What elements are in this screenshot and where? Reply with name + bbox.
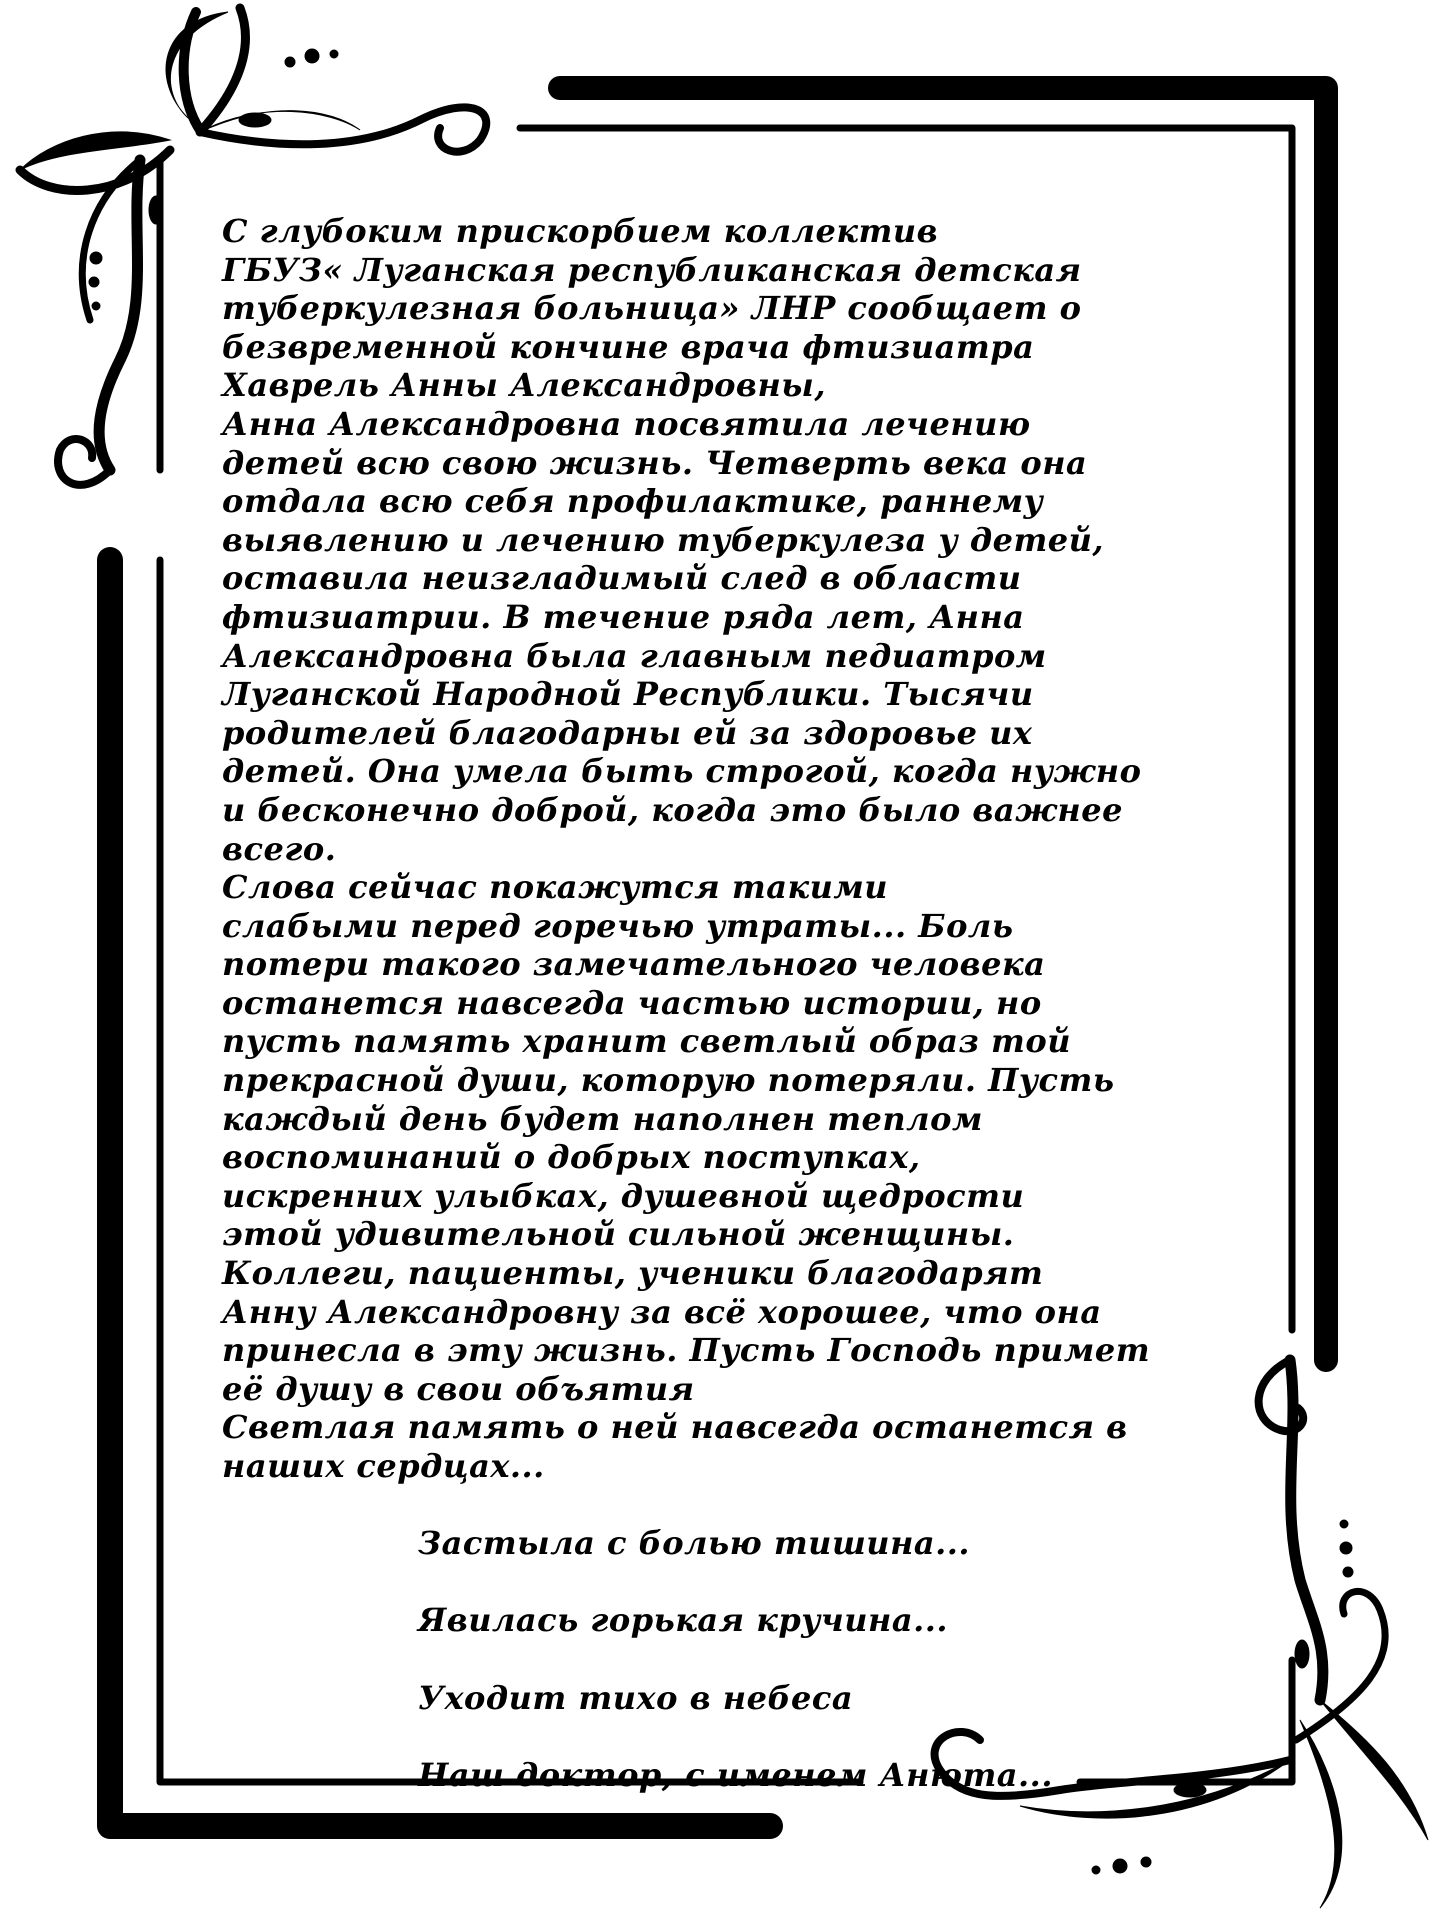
memorial-poem [418,1486,1242,1833]
obituary-memory-paragraph: Светлая память о ней навсегда останется в наших сердцах... [222,1408,1128,1485]
obituary-career-paragraph: Анна Александровна посвятила лечению детей всю свою жизнь. Четверть века она отдала всю себя профилактике, раннему выявлению и лечению туберкулеза у детей, оставила неизгладимый след в области фтизиатрии. В течение ряда лет, Анна Александровна была главным педиатром Луганской Народной Республики. Тысячи родителей благодарны ей за здоровье их детей. Она умела быть строгой, когда нужно и бесконечно доброй, когда это было важнее всего. [222,404,1142,868]
obituary-gratitude-paragraph: Коллеги, пациенты, ученики благодарят Анну Александровну за всё хорошее, что она принесла в эту жизнь. Пусть Господь примет её душу в свои объятия [222,1254,1151,1408]
poem-line: Наш доктор, с именем Анюта... [418,1755,1053,1794]
poem-line: Застыла с болью тишина... [418,1524,971,1563]
poem-line: Уходит тихо в небеса [418,1678,854,1717]
obituary-intro-paragraph: С глубоким прискорбием коллектив ГБУЗ« Луганская республиканская детская туберкулезная больница» ЛНР сообщает о безвременной кончине врача фтизиатра Хаврель Анны Александровны, [222,212,1082,405]
obituary-condolence-paragraph: Слова сейчас покажутся такими слабыми перед горечью утраты... Боль потери такого замечательного человека останется навсегда частью истории, но пусть память хранит светлый образ той прекрасной души, которую потеряли. Пусть каждый день будет наполнен теплом воспоминаний о добрых поступках, искренних улыбках, душевной щедрости этой удивительной сильной женщины. [222,868,1115,1254]
obituary-text [222,212,1242,1833]
poem-line: Явилась горькая кручина... [418,1601,949,1640]
